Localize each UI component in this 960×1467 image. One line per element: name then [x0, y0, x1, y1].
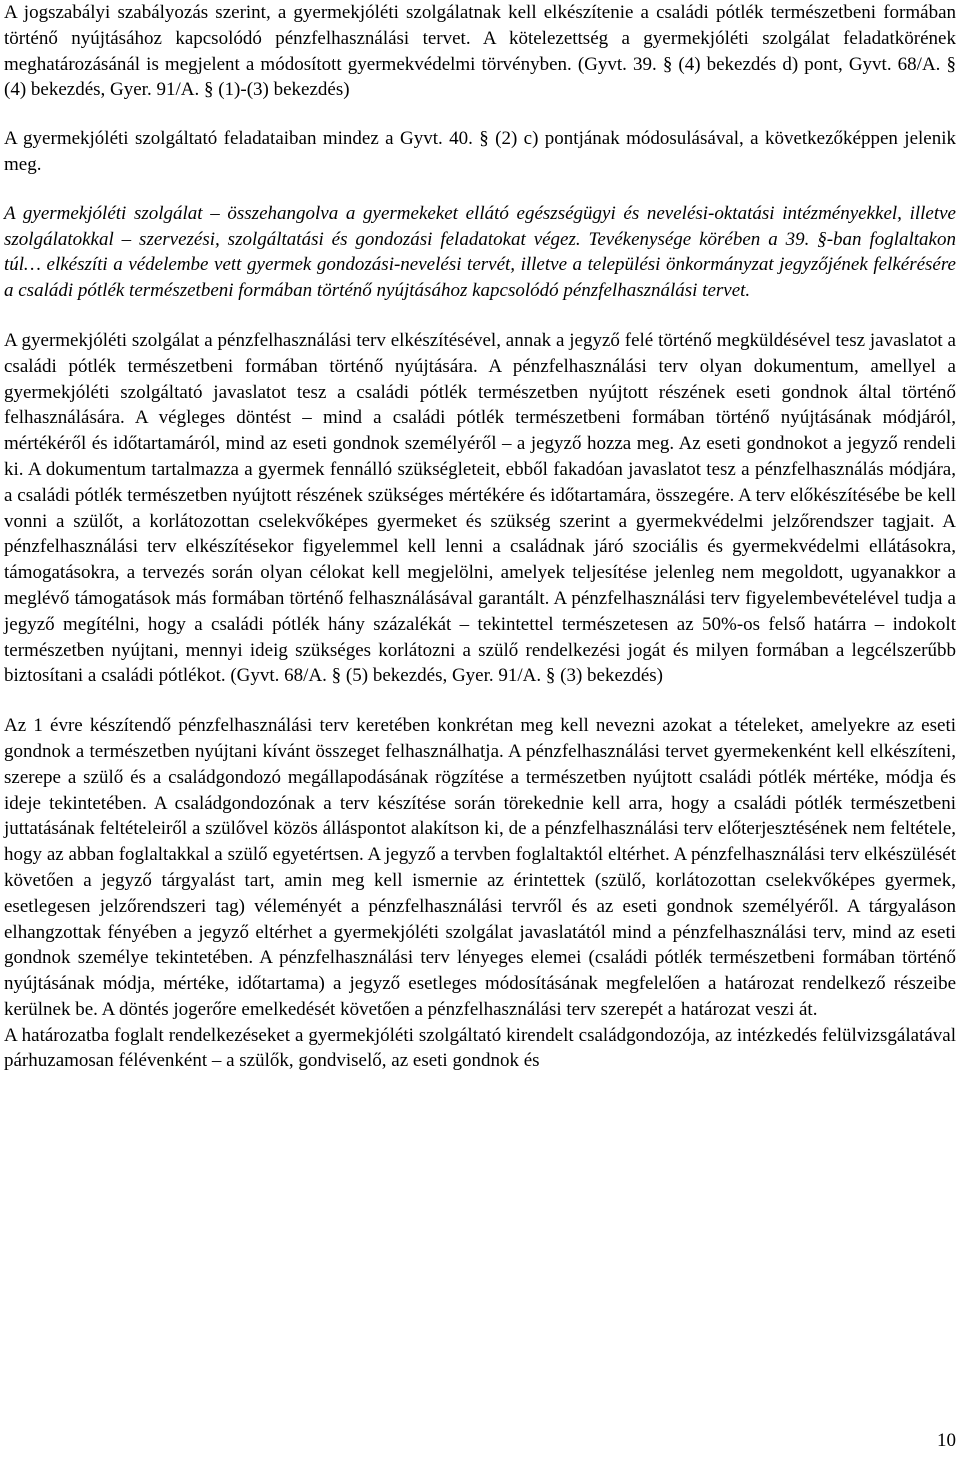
- paragraph-legal-basis: A jogszabályi szabályozás szerint, a gyermekjóléti szolgálatnak kell elkészítenie a családi pótlék természetbeni formában történő nyújtásához kapcsolódó pénzfelhasználási tervet. A kötelezettség a gyermekjóléti szolgálat feladatkörének meghatározásánál is megjelent a módosított gyermekvédelmi törvényben. (Gyvt. 39. § (4) bekezdés d) pont, Gyvt. 68/A. § (4) bekezdés, Gyer. 91/A. § (1)-(3) bekezdés): [4, 2, 956, 101]
- page-number: 10: [937, 1430, 956, 1451]
- paragraph-annual-plan: Az 1 évre készítendő pénzfelhasználási terv keretében konkrétan meg kell nevezni azokat a tételeket, amelyekre az eseti gondnok a természetben nyújtani kívánt összeget felhasználhatja. A pénzfelhasználási tervet gyermekenként kell elkészíteni, szerepe a szülő és a családgondozó megállapodásának rögzítése a természetben nyújtott családi pótlék mértéke, módja és ideje tekintetében. A családgondozónak a terv készítése során törekednie kell arra, hogy a családi pótlék természetbeni juttatásának feltételeiről a szülővel közös álláspontot alakítson ki, de a pénzfelhasználási terv előterjesztésének nem feltétele, hogy az abban foglaltakkal a szülő egyetértsen. A jegyző a tervben foglaltaktól eltérhet. A pénzfelhasználási terv elkészülését követően a jegyző tárgyalást tart, amin meg kell ismernie az érintettek (szülő, korlátozottan cselekvőképes gyermek, esetlegesen jelzőrendszeri tag) véleményét a pénzfelhasználási tervről és az eseti gondnok személyéről. A tárgyaláson elhangzottak fényében a jegyző eltérhet a gyermekjóléti szolgálat javaslatától mind a pénzfelhasználási terv, mind az eseti gondnok személye tekintetében. A pénzfelhasználási terv lényeges elemei (családi pótlék természetbeni formában történő nyújtásának módja, mértéke, időtartama) a jegyző esetleges módosításának megfelelően a határozat rendelkező részeibe kerülnek be. A döntés jogerőre emelkedését követően a pénzfelhasználási terv szerepét a határozat veszi át.: [4, 715, 956, 1020]
- paragraph-provider-tasks: A gyermekjóléti szolgáltató feladataiban mindez a Gyvt. 40. § (2) c) pontjának módosulásával, a következőképpen jelenik meg.: [4, 128, 956, 175]
- paragraph-spending-plan-description: A gyermekjóléti szolgálat a pénzfelhasználási terv elkészítésével, annak a jegyző felé történő megküldésével tesz javaslatot a családi pótlék természetbeni formában történő nyújtására. A pénzfelhasználási terv olyan dokumentum, amellyel a gyermekjóléti szolgáltató javaslatot tesz a családi pótlék természetben nyújtott részének eseti gondnok által történő felhasználására. A végleges döntést – mind a családi pótlék természetbeni formában történő nyújtásának módjáról, mértékéről és időtartamáról, mind az eseti gondnok személyéről – a jegyző hozza meg. Az eseti gondnokot a jegyző rendeli ki. A dokumentum tartalmazza a gyermek fennálló szükségleteit, ebből fakadóan javaslatot tesz a pénzfelhasználás módjára, a családi pótlék természetben nyújtott részének szükséges mértékére és időtartamára, összegére. A terv előkészítésébe be kell vonni a szülőt, a korlátozottan cselekvőképes gyermeket és szükség szerint a gyermekvédelmi jelzőrendszer tagjait. A pénzfelhasználási terv elkészítésekor figyelemmel kell lenni a családnak járó szociális és gyermekvédelmi ellátásokra, támogatásokra, a tervezés során olyan célokat kell megjelölni, amelyek teljesítése jelenleg nem megoldott, ugyanakkor a meglévő támogatások más formában történő felhasználásával garantált. A pénzfelhasználási terv figyelembevételével tudja a jegyző megítélni, hogy a családi pótlék hány százalékát – tekintettel természetesen az 50%-os felső határra – indokolt természetben nyújtani, mennyi ideig szükséges korlátozni a szülő rendelkezési jogát és milyen formában a legcélszerűbb biztosítani a családi pótlékot. (Gyvt. 68/A. § (5) bekezdés, Gyer. 91/A. § (3) bekezdés): [4, 329, 956, 687]
- paragraph-resolution-review: A határozatba foglalt rendelkezéseket a gyermekjóléti szolgáltató kirendelt családgondozója, az intézkedés felülvizsgálatával párhuzamosan félévenként – a szülők, gondviselő, az eseti gondnok és: [4, 1024, 956, 1072]
- paragraph-quoted-law: A gyermekjóléti szolgálat – összehangolva a gyermekeket ellátó egészségügyi és nevelési-oktatási intézményekkel, illetve szolgálatokkal – szervezési, szolgáltatási és gondozási feladatokat végez. Tevékenysége körében a 39. §-ban foglaltakon túl… elkészíti a védelembe vett gyermek gondozási-nevelési tervét, illetve a települési önkormányzat jegyzőjének felkérésére a családi pótlék természetbeni formában történő nyújtásához kapcsolódó pénzfelhasználási tervet.: [4, 202, 956, 302]
